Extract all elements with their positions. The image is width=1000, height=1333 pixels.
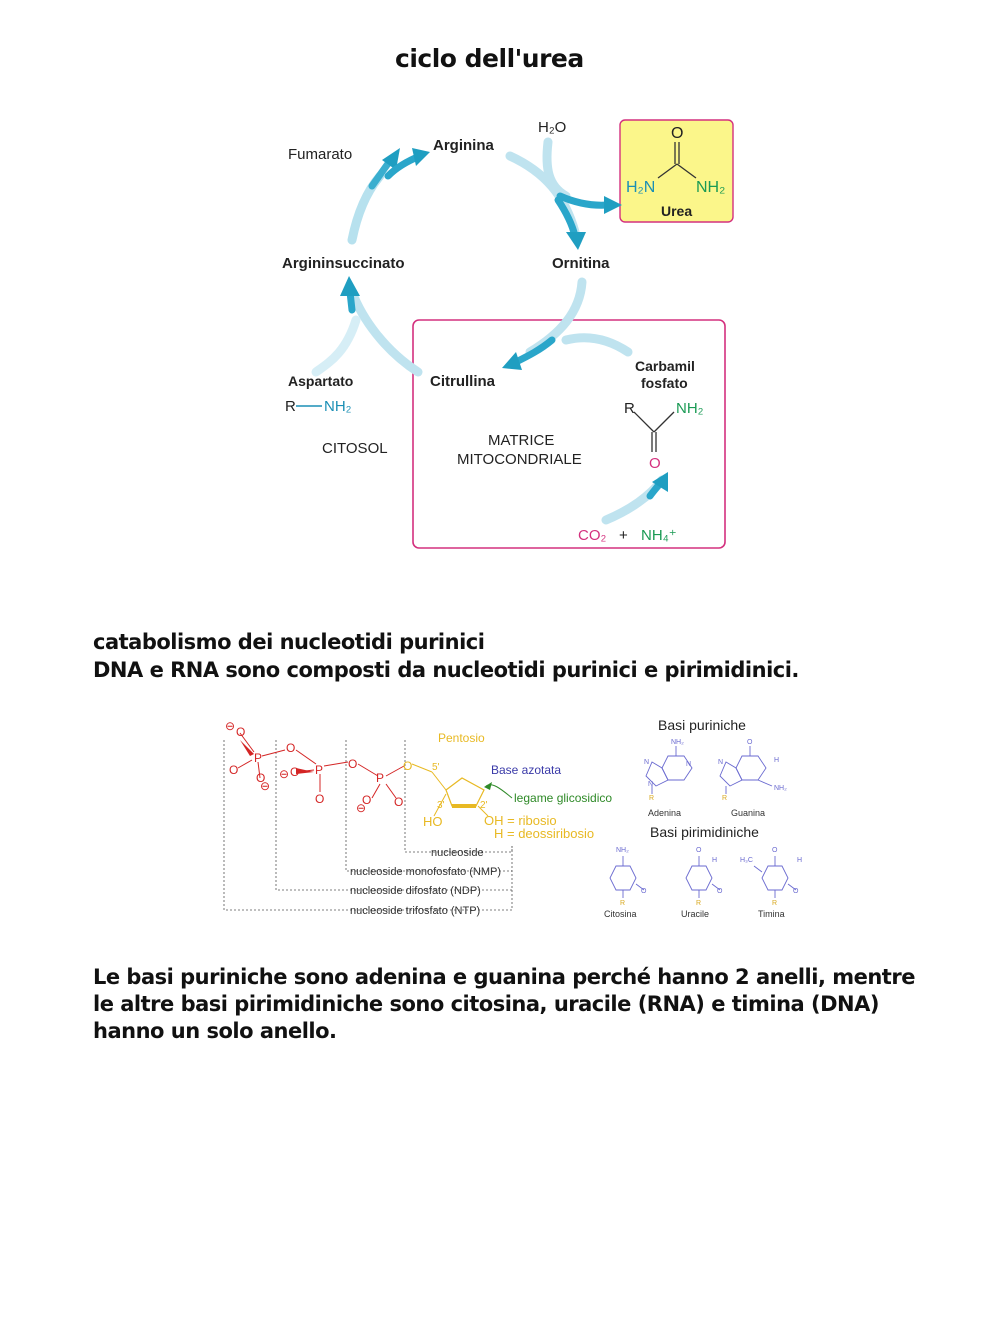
- label-fumarato: Fumarato: [288, 146, 353, 163]
- label-citrullina: Citrullina: [430, 373, 496, 390]
- label-basi-pirimidiniche: Basi pirimidiniche: [650, 824, 759, 840]
- label-arginina: Arginina: [433, 137, 494, 154]
- o-10: O: [403, 759, 413, 773]
- guanina-r: R: [722, 795, 728, 802]
- label-asp-r: R: [285, 398, 296, 415]
- label-co2: CO₂: [578, 527, 607, 544]
- o-9: O: [394, 795, 404, 809]
- label-matrice: MATRICE: [488, 432, 555, 449]
- label-urea-nh2: NH₂: [696, 179, 726, 196]
- label-timina: Timina: [758, 909, 785, 919]
- o-7: O: [348, 757, 358, 771]
- label-guanina: Guanina: [731, 808, 766, 818]
- o-6: O: [315, 792, 325, 806]
- label-legame: legame glicosidico: [514, 791, 613, 805]
- uracile-h: H: [712, 857, 718, 864]
- page-title: ciclo dell'urea: [395, 44, 584, 73]
- label-plus: +: [619, 527, 628, 544]
- citosina-nh2: NH₂: [616, 847, 629, 854]
- timina-h3c: H₃C: [740, 857, 753, 864]
- adenina-r: R: [649, 795, 655, 802]
- label-c2: 2': [480, 800, 488, 811]
- citosina-o: O: [641, 888, 647, 895]
- citosina-r: R: [620, 900, 626, 907]
- adenina-n3: N: [648, 781, 654, 788]
- uracile-r: R: [696, 900, 702, 907]
- label-c3: 3': [437, 800, 445, 811]
- minus-1: ⊖: [225, 719, 236, 733]
- o-4: O: [286, 741, 296, 755]
- label-uracile: Uracile: [681, 909, 710, 919]
- label-fosfato: fosfato: [641, 375, 688, 391]
- label-c5: 5': [432, 762, 440, 773]
- label-h-deossi: H = deossiribosio: [494, 826, 595, 841]
- label-carbamil: Carbamil: [635, 358, 695, 374]
- label-h2o: H₂O: [538, 119, 567, 136]
- label-ndp: nucleoside difosfato (NDP): [350, 885, 481, 897]
- section-intro: DNA e RNA sono composti da nucleotidi purinici e pirimidinici.: [93, 658, 799, 682]
- label-cp-o: O: [649, 455, 661, 472]
- label-adenina: Adenina: [648, 808, 682, 818]
- guanina-n1: N: [718, 759, 724, 766]
- label-cp-r: R: [624, 400, 635, 417]
- label-mitocondriale: MITOCONDRIALE: [457, 451, 582, 468]
- o-5: O: [290, 765, 300, 779]
- uracile-o2: O: [717, 888, 723, 895]
- section-title: catabolismo dei nucleotidi purinici: [93, 630, 485, 654]
- citosina-structure: [610, 856, 644, 898]
- p-1: P: [254, 751, 263, 765]
- p-2: P: [315, 763, 324, 777]
- adenina-nh2: NH₂: [671, 739, 684, 746]
- label-urea-o: O: [671, 125, 684, 142]
- label-ornitina: Ornitina: [552, 255, 610, 272]
- label-nucleoside: nucleoside: [431, 847, 484, 859]
- adenina-n2: N: [644, 759, 650, 766]
- guanina-h: H: [774, 757, 780, 764]
- label-citosol: CITOSOL: [322, 440, 388, 457]
- minus-3: ⊖: [279, 767, 290, 781]
- guanina-nh2: NH₂: [774, 785, 787, 792]
- p-3: P: [376, 771, 385, 785]
- o-1: O: [236, 725, 246, 739]
- timina-h: H: [797, 857, 803, 864]
- label-base-azotata: Base azotata: [491, 763, 562, 777]
- label-ho: HO: [423, 814, 443, 829]
- uracile-o: O: [696, 847, 702, 854]
- label-ntp: nucleoside trifosfato (NTP): [350, 905, 481, 917]
- label-argininsuccinato: Argininsuccinato: [282, 255, 405, 272]
- label-urea: Urea: [661, 203, 693, 219]
- label-citosina: Citosina: [604, 909, 637, 919]
- o-8: O: [362, 793, 372, 807]
- ribose-ring: [412, 764, 488, 816]
- guanina-structure: [720, 746, 772, 794]
- minus-4: ⊖: [356, 801, 367, 815]
- o-2: O: [229, 763, 239, 777]
- guanina-o: O: [747, 739, 753, 746]
- timina-o2: O: [793, 888, 799, 895]
- adenina-n1: N: [686, 761, 692, 768]
- conclusion-text: Le basi puriniche sono adenina e guanina perché hanno 2 anelli, mentre le altre basi pirimidiniche sono citosina, uracile (RNA) e timina (DNA) hanno un solo anello.: [93, 965, 915, 1043]
- label-asp-nh2: NH₂: [324, 398, 352, 415]
- o-3: O: [256, 771, 266, 785]
- label-oh-ribosio: OH = ribosio: [484, 813, 557, 828]
- label-pentosio: Pentosio: [438, 731, 485, 745]
- timina-r: R: [772, 900, 778, 907]
- timina-o: O: [772, 847, 778, 854]
- label-urea-h2n: H₂N: [626, 179, 656, 196]
- label-aspartato: Aspartato: [288, 373, 354, 389]
- label-nh4: NH₄⁺: [641, 527, 677, 544]
- timina-structure: [754, 856, 796, 898]
- label-cp-nh2: NH₂: [676, 400, 704, 417]
- label-basi-puriniche: Basi puriniche: [658, 717, 746, 733]
- minus-2: ⊖: [260, 779, 271, 793]
- label-nmp: nucleoside monofosfato (NMP): [350, 866, 502, 878]
